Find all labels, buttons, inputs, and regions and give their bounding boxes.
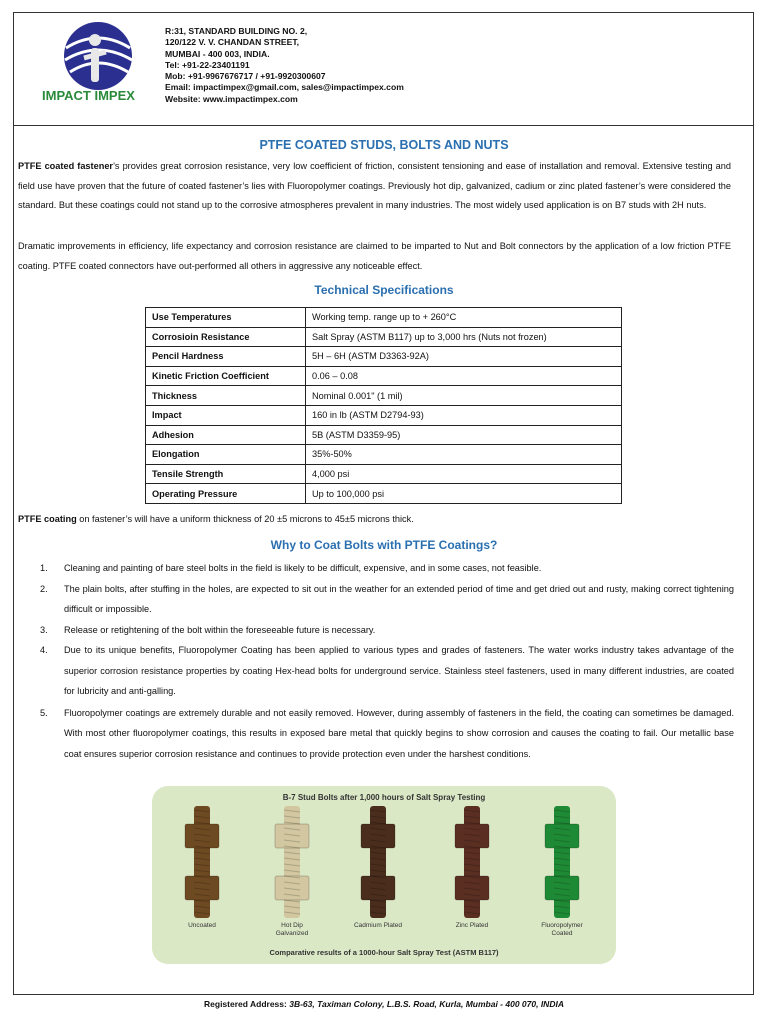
spec-property: Operating Pressure [146,484,306,504]
spec-row [146,366,622,386]
bolt-label-line: Zinc Plated [455,922,489,929]
spec-table [145,307,622,504]
salt-spray-test-image [152,786,616,964]
intro-bold-term: PTFE coated fastener [18,161,114,171]
why-heading: Why to Coat Bolts with PTFE Coatings? [270,538,498,552]
bolt-label-line: Galvanized [275,930,309,937]
reason-item [18,620,734,641]
page-title: PTFE COATED STUDS, BOLTS AND NUTS [259,138,509,152]
spec-value: 5H – 6H (ASTM D3363-92A) [306,347,622,367]
address-line: R:31, STANDARD BUILDING NO. 2, [165,26,308,36]
spec-row [146,484,622,504]
bolt [185,806,219,918]
note-bold-term: PTFE coating [18,514,77,524]
reason-text: Cleaning and painting of bare steel bolts in the field is likely to be difficult, expensive, and in some cases, not feasible. [64,563,542,573]
spec-value: Nominal 0.001" (1 mil) [306,386,622,406]
reason-text: Release or retightening of the bolt within the foreseeable future is necessary. [64,624,376,635]
spec-property: Use Temperatures [146,308,306,328]
spec-value: 4,000 psi [306,464,622,484]
image-caption-bottom: Comparative results of a 1000-hour Salt Spray Test (ASTM B117) [269,948,499,957]
bolt-label [437,922,507,930]
spec-property: Thickness [146,386,306,406]
spec-property: Elongation [146,445,306,465]
reason-item [18,558,734,579]
bolt-label-line: Hot Dip [281,922,303,929]
logo-graphic [40,18,160,106]
address-line: MUMBAI - 400 003, INDIA. [165,48,270,59]
spec-property: Kinetic Friction Coefficient [146,366,306,386]
reason-item [18,579,734,620]
bolt [361,806,395,918]
bolt-label-line: Cadmium Plated [353,922,403,929]
spec-value: 5B (ASTM D3359-95) [306,425,622,445]
spec-value: Up to 100,000 psi [306,484,622,504]
reason-item [18,703,734,765]
spec-row [146,386,622,406]
footer-label: Registered Address: [204,999,287,1009]
company-address-block [165,26,404,105]
telephone: Tel: +91-22-23401191 [165,59,250,70]
coating-thickness-note [18,514,414,524]
spec-property: Pencil Hardness [146,347,306,367]
header-divider [13,125,754,126]
reason-text: The plain bolts, after stuffing in the holes, are expected to sit out in the weather for an extended period of time and get dried out and rusty, making correct tightening difficult or impossible. [64,583,734,614]
spec-row [146,425,622,445]
intro-text: ’s provides great corrosion resistance, very low coefficient of friction, consistent tensioning and ease of installation and removal. Extensive testing and field use have proven that the future of coated fastener’s lies with Fluoropolymer coatings. Previously hot dip, galvanized, cadium or zinc plated fastener’s were considered the standard. But these coatings could not stand up to the corrosive atmospheres prevalent in many industries. The most widely used application is on B7 studs with 2H nuts. [18,161,731,210]
bolt [455,806,489,918]
bolt-label [527,922,597,938]
specs-heading: Technical Specifications [314,283,454,297]
mobile: Mob: +91-9967676717 / +91-9920300607 [165,71,326,82]
spec-value: 0.06 – 0.08 [306,366,622,386]
footer [0,999,768,1009]
spec-row [146,405,622,425]
spec-property: Corrosioin Resistance [146,327,306,347]
company-logo [40,18,160,106]
spec-row [146,347,622,367]
reason-text: Due to its unique benefits, Fluoropolymer Coating has been applied to various types and grades of fasteners. The water works industry takes advantage of the superior corrosion resistance properties by coating Hex-head bolts for underground service. Stainless steel fasteners, used in many different industries, are coated for lubricity and anti-galling. [64,645,734,696]
spec-row [146,464,622,484]
intro-paragraph-2: Dramatic improvements in efficiency, life expectancy and corrosion resistance are claimed to be imparted to Nut and Bolt connectors by the application of a low friction PTFE coating. PTFE coated connectors have out-performed all others in aggressive any noticeable effect. [18,241,731,271]
bolt-label [343,922,413,930]
spec-property: Impact [146,405,306,425]
reason-item [18,640,734,702]
website: Website: www.impactimpex.com [165,93,298,104]
bolt-label [257,922,327,938]
reason-number: 5. [40,707,48,718]
spec-property: Adhesion [146,425,306,445]
bolt-label-line: Fluoropolymer [541,922,583,929]
reason-number: 2. [40,583,48,594]
bolt-label-line: Uncoated [188,922,216,929]
address-line: 120/122 V. V. CHANDAN STREET, [165,37,300,48]
spec-value: 35%-50% [306,445,622,465]
bolt-label [167,922,237,930]
logo-text: IMPACT IMPEX [42,88,135,103]
spec-value: Working temp. range up to + 260°C [306,308,622,328]
footer-address: 3B-63, Taximan Colony, L.B.S. Road, Kurla, Mumbai - 400 070, INDIA [289,999,564,1009]
reasons-list [18,558,734,764]
spec-property: Tensile Strength [146,464,306,484]
spec-value: Salt Spray (ASTM B117) up to 3,000 hrs (Nuts not frozen) [306,327,622,347]
spec-row [146,445,622,465]
bolt [545,806,579,918]
spec-row [146,308,622,328]
intro-paragraph-1 [18,157,731,216]
image-caption-top: B-7 Stud Bolts after 1,000 hours of Salt Spray Testing [282,793,486,802]
bolt [275,806,309,918]
reason-number: 3. [40,624,48,635]
reason-number: 1. [40,563,48,573]
spec-row [146,327,622,347]
reason-number: 4. [40,645,48,655]
email: Email: impactimpex@gmail.com, sales@impactimpex.com [165,82,404,93]
bolt-label-line: Coated [551,930,573,937]
note-text: on fastener’s will have a uniform thickness of 20 ±5 microns to 45±5 microns thick. [76,514,414,524]
spec-value: 160 in lb (ASTM D2794-93) [306,405,622,425]
reason-text: Fluoropolymer coatings are extremely durable and not easily removed. However, during assembly of fasteners in the field, the coating can sometimes be damaged. With most other fluoropolymer coatings, this results in exposed bare metal that quickly begins to show corrosion and causes the coating to fail. Our metallic base coat ensures superior corrosion resistance and continues to provide protection even under the harshest conditions. [64,707,734,759]
